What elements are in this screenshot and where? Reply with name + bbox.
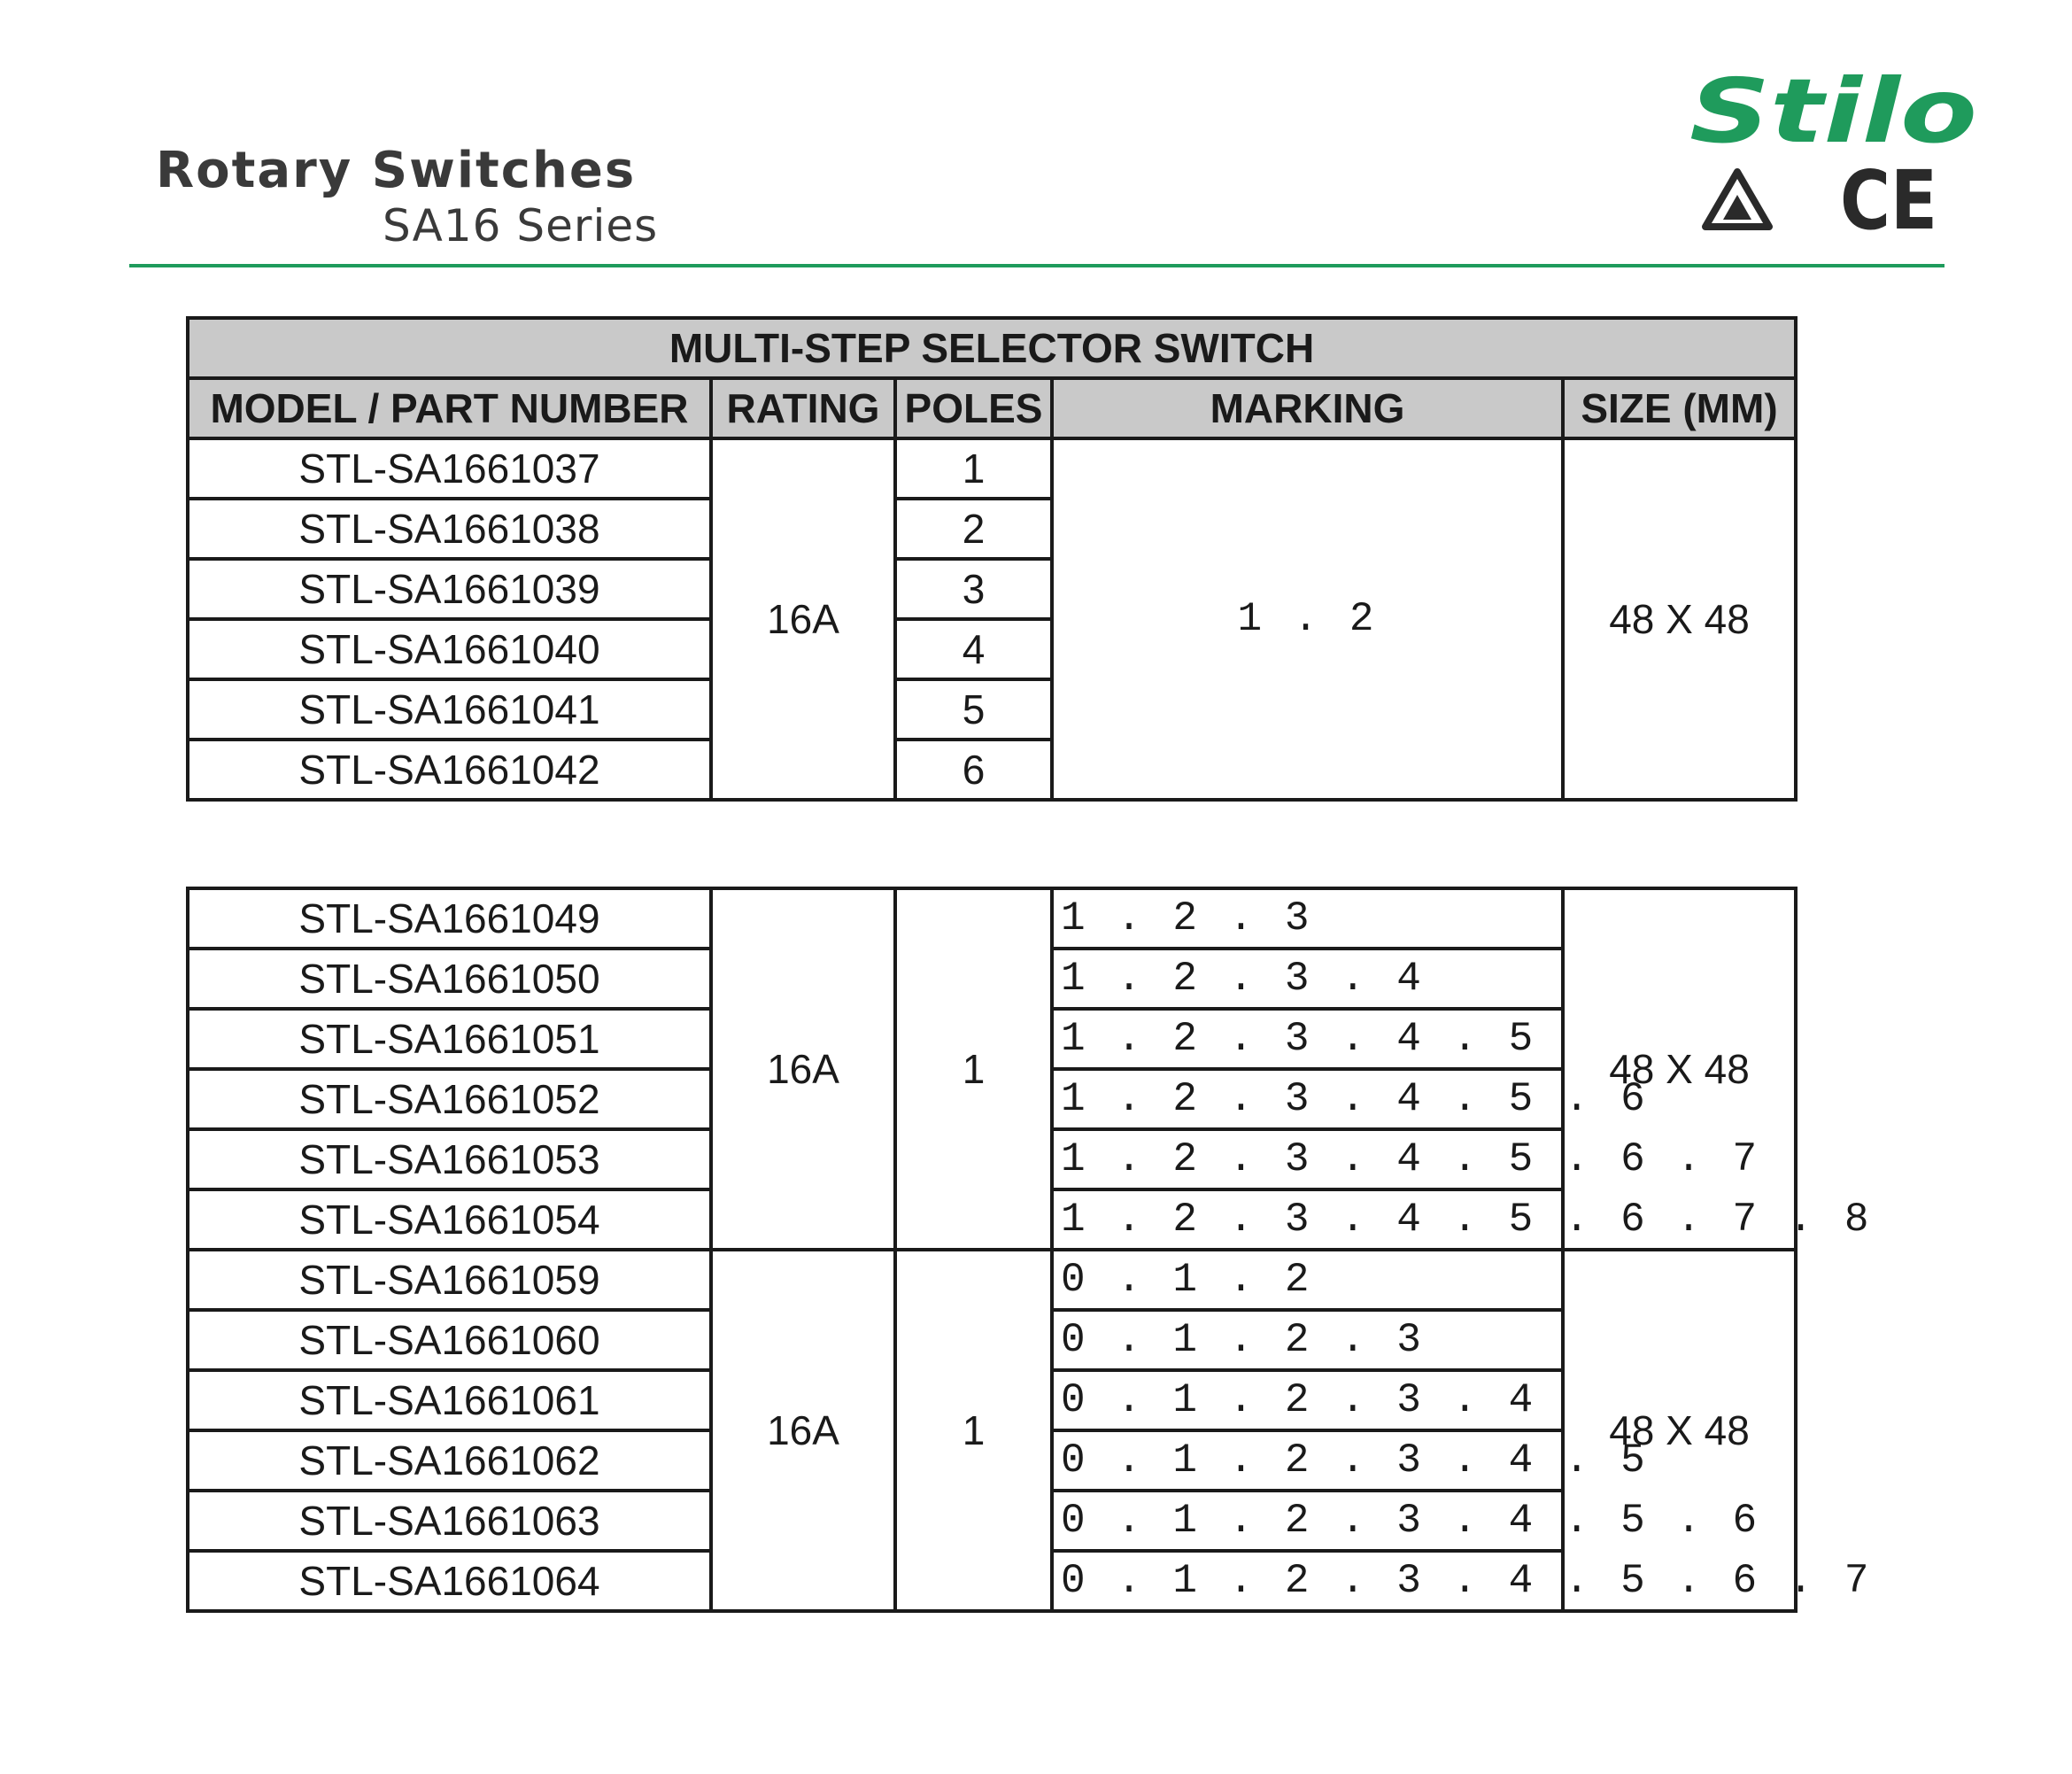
certification-mark-icon [1702, 168, 1773, 232]
marking-cell: 1 . 2 . 3 [1052, 888, 1563, 949]
column-header-rating: RATING [711, 378, 895, 438]
model-cell: STL-SA1661059 [188, 1250, 711, 1310]
poles-cell: 3 [895, 559, 1052, 619]
marking-cell: 0 . 1 . 2 [1052, 1250, 1563, 1310]
rating-cell: 16A [711, 888, 895, 1250]
model-cell: STL-SA1661054 [188, 1189, 711, 1250]
marking-cell: 0 . 1 . 2 . 3 . 4 . 5 . 6 [1052, 1491, 1563, 1551]
column-header-marking: MARKING [1052, 378, 1563, 438]
selector-switch-table-2 [186, 887, 1873, 1613]
marking-cell: 0 . 1 . 2 . 3 . 4 . 5 . 6 . 7 [1052, 1551, 1563, 1611]
model-cell: STL-SA1661061 [188, 1370, 711, 1430]
size-cell: 48 X 48 [1563, 888, 1796, 1250]
poles-cell: 2 [895, 499, 1052, 559]
size-cell: 48 X 48 [1563, 1250, 1796, 1611]
model-cell: STL-SA1661063 [188, 1491, 711, 1551]
table-row [188, 438, 1796, 499]
marking-cell: 1 . 2 . 3 . 4 . 5 [1052, 1009, 1563, 1069]
column-header-poles: POLES [895, 378, 1052, 438]
model-cell: STL-SA1661039 [188, 559, 711, 619]
svg-text:CE: CE [1840, 153, 1937, 248]
marking-cell: 0 . 1 . 2 . 3 [1052, 1310, 1563, 1370]
header-divider [129, 264, 1944, 267]
model-cell: STL-SA1661037 [188, 438, 711, 499]
model-cell: STL-SA1661060 [188, 1310, 711, 1370]
table-caption: MULTI-STEP SELECTOR SWITCH [188, 318, 1796, 378]
rating-cell: 16A [711, 1250, 895, 1611]
marking-cell: 1 . 2 . 3 . 4 . 5 . 6 . 7 [1052, 1129, 1563, 1189]
model-cell: STL-SA1661040 [188, 619, 711, 679]
column-header-size: SIZE (MM) [1563, 378, 1796, 438]
rating-cell: 16A [711, 438, 895, 800]
brand-name: Stilo [1689, 59, 1977, 163]
poles-cell: 5 [895, 679, 1052, 740]
selector-switch-table-1 [186, 316, 1798, 802]
column-header-model: MODEL / PART NUMBER [188, 378, 711, 438]
model-cell: STL-SA1661038 [188, 499, 711, 559]
marking-cell: 1 . 2 . 3 . 4 [1052, 949, 1563, 1009]
marking-cell: 0 . 1 . 2 . 3 . 4 . 5 [1052, 1430, 1563, 1491]
poles-cell: 1 [895, 888, 1052, 1250]
table-row [188, 1250, 1796, 1310]
marking-cell: 1 . 2 . 3 . 4 . 5 . 6 [1052, 1069, 1563, 1129]
page-subtitle: SA16 Series [383, 200, 659, 252]
poles-cell: 1 [895, 1250, 1052, 1611]
model-cell: STL-SA1661049 [188, 888, 711, 949]
table-header-row [188, 378, 1796, 438]
poles-cell: 1 [895, 438, 1052, 499]
page-title: Rotary Switches [156, 142, 637, 199]
marking-cell: 0 . 1 . 2 . 3 . 4 [1052, 1370, 1563, 1430]
poles-cell: 6 [895, 740, 1052, 800]
model-cell: STL-SA1661064 [188, 1551, 711, 1611]
model-cell: STL-SA1661062 [188, 1430, 711, 1491]
model-cell: STL-SA1661050 [188, 949, 711, 1009]
marking-cell: 1 . 2 [1052, 438, 1563, 800]
model-cell: STL-SA1661052 [188, 1069, 711, 1129]
table-row [188, 888, 1796, 949]
model-cell: STL-SA1661042 [188, 740, 711, 800]
model-cell: STL-SA1661041 [188, 679, 711, 740]
size-cell: 48 X 48 [1563, 438, 1796, 800]
model-cell: STL-SA1661051 [188, 1009, 711, 1069]
marking-cell: 1 . 2 . 3 . 4 . 5 . 6 . 7 . 8 [1052, 1189, 1563, 1250]
model-cell: STL-SA1661053 [188, 1129, 711, 1189]
stilo-logo [1689, 59, 1982, 163]
ce-mark-icon [1840, 153, 1939, 248]
poles-cell: 4 [895, 619, 1052, 679]
